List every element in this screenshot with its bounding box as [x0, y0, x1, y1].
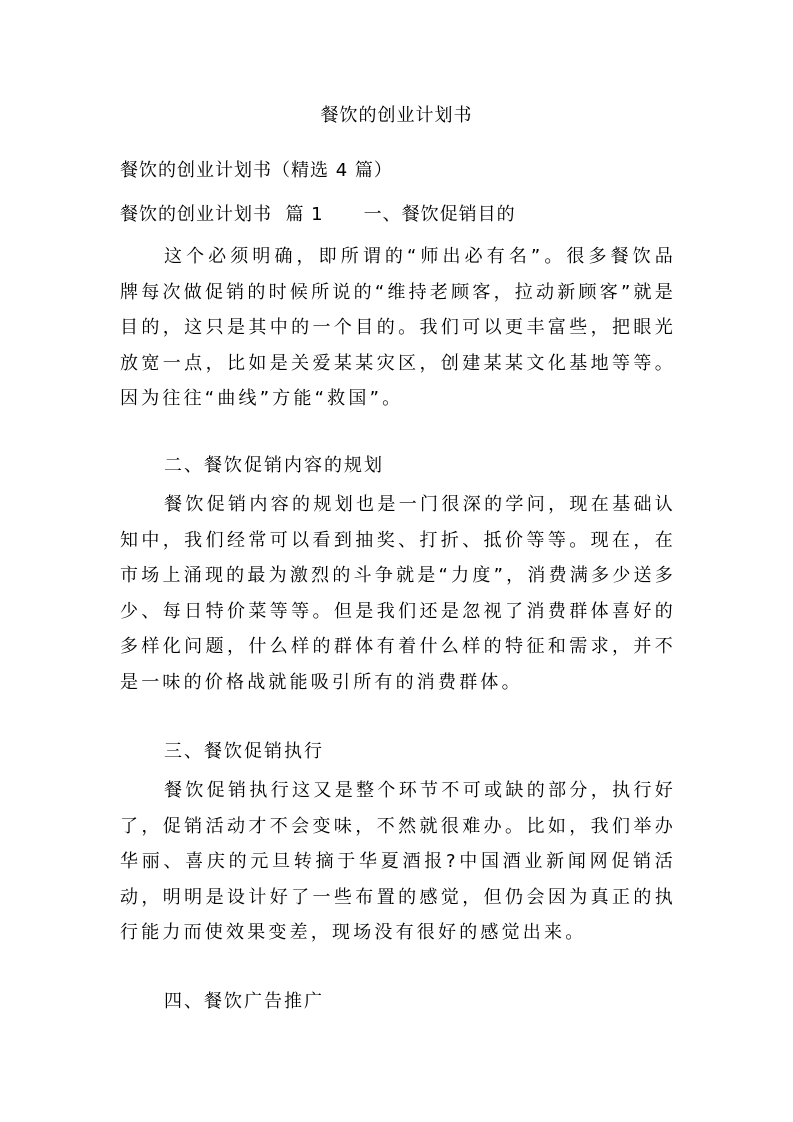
- section-heading: 一、餐饮促销目的: [363, 204, 516, 225]
- section-line: [120, 203, 516, 227]
- document-subtitle: 餐饮的创业计划书（精选 4 篇）: [120, 160, 393, 181]
- heading-3: 三、餐饮促销执行: [164, 741, 324, 762]
- paragraph-1: 这个必须明确，即所谓的“师出必有名”。很多餐饮品牌每次做促销的时候所说的“维持老顾客，拉动新顾客”就是目的，这只是其中的一个目的。我们可以更丰富些，把眼光放宽一点，比如是关爱某某灾区，创建某某文化基地等等。因为往往“曲线”方能“救国”。: [120, 246, 676, 410]
- heading-4: 四、餐饮广告推广: [164, 991, 324, 1012]
- paragraph-3: 餐饮促销执行这又是整个环节不可或缺的部分，执行好了，促销活动才不会变味，不然就很难办。比如，我们举办华丽、喜庆的元旦转摘于华夏酒报?中国酒业新闻网促销活动，明明是设计好了一些布置的感觉，但仍会因为真正的执行能力而使效果变差，现场没有很好的感觉出来。: [120, 780, 676, 944]
- heading-2: 二、餐饮促销内容的规划: [164, 455, 384, 476]
- section-label: 餐饮的创业计划书 篇 1: [120, 204, 324, 225]
- document-title: 餐饮的创业计划书: [320, 105, 473, 126]
- paragraph-2: 餐饮促销内容的规划也是一门很深的学问，现在基础认知中，我们经常可以看到抽奖、打折、抵价等等。现在，在市场上涌现的最为激烈的斗争就是“力度”，消费满多少送多少、每日特价菜等等。但是我们还是忽视了消费群体喜好的多样化问题，什么样的群体有着什么样的特征和需求，并不是一味的价格战就能吸引所有的消费群体。: [120, 494, 676, 693]
